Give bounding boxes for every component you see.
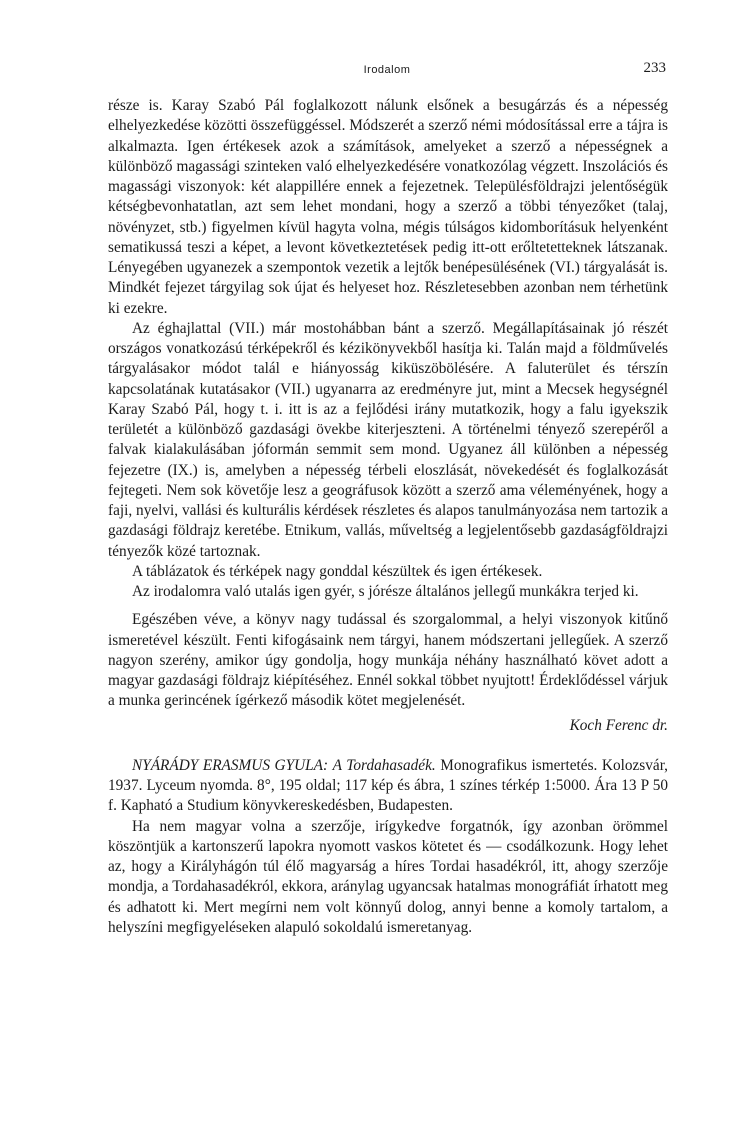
page-number: 233 <box>643 60 666 76</box>
review2-bibliography: Monografikus ismertetés. Kolozsvár, 1937. Lyceum nyomda. 8°, 195 oldal; 117 kép és ábra, 1 színes térkép 1:5000. Ára 13 P 50 f. Kapható a Studium könyvkereskedésben, Budapesten. <box>108 756 669 815</box>
review1-paragraph-4: Az irodalomra való utalás igen gyér, s jórésze általános jellegű munkákra terjed ki. <box>132 583 639 600</box>
review2-title: A Tordahasadék. <box>332 756 436 774</box>
review1-signature: Koch Ferenc dr. <box>569 716 668 734</box>
review2-paragraph-1: Ha nem magyar volna a szerzője, irígykedve forgatnók, így azonban örömmel köszöntjük a kartonszerű lapokra nyomott vaskos kötetet és — csodálkozunk. Hogy lehet az, hogy a Királyhágón túl élő magyarság a híres Tordai hasadékról, itt, ahogy szerzője mondja, a Tordahasadékról, ekkora, aránylag ugyancsak hatalmas monográfiát írhatott meg és adhatott ki. Mert megírni nem volt könnyű dolog, annyi benne a komoly tartalom, a helyszíni megfigyeléseken alapuló sokoldalú ismeretanyag. <box>108 817 668 936</box>
review1-paragraph-3: A táblázatok és térképek nagy gonddal készültek és igen értékesek. <box>132 562 543 580</box>
review1-paragraph-1: része is. Karay Szabó Pál foglalkozott nálunk elsőnek a besugárzás és a népesség elhelyezkedése közötti összefüggéssel. Módszerét a szerző némi módosítással erre a tájra is alkalmazta. Igen értékesek azok a számítások, amelyeket a szerző a népességnek a különböző magassági szinteken való elhelyezkedésére vonatkozólag végzett. Inszolációs és magassági viszonyok: két alappillére ennek a fejezetnek. Településföldrajzi jelentőségük kétségbevonhatatlan, azt sem lehet mondani, hogy a szerző a többi tényezőket (talaj, növényzet, stb.) figyelmen kívül hagyta volna, mégis túlságos kidomborításuk helyenként sematikussá teszi a képet, a levont következtetések pedig itt-ott erőltetetteknek látszanak. Lényegében ugyanezek a szempontok vezetik a lejtők benépesülésének (VI.) tárgyalását is. Mindkét fejezet tárgyilag sok újat és helyeset hoz. Részletesebben azonban nem térhetünk ki ezekre. <box>108 97 668 317</box>
running-title: Irodalom <box>363 64 411 76</box>
review1-paragraph-2: Az éghajlattal (VII.) már mostohábban bánt a szerző. Megállapításainak jó részét országos vonatkozású térképekről és kézikönyvekből hasítja ki. Talán majd a földművelés tárgyalásakor módot talál e hiányosság kiküszöbölésére. A faluterület és térszín kapcsolatának kutatásakor (VII.) ugyanarra az eredményre jut, mint a Mecsek hegységnél Karay Szabó Pál, hogy t. i. itt is az a fejlődési irány mutatkozik, hogy a falu igyekszik területét a különböző gazdasági övekbe kiterjeszteni. A történelmi tényező szerepéről a falvak kialakulásában jóformán semmit sem mond. Ugyanez áll különben a népesség fejezetre (IX.) is, amelyben a népesség térbeli eloszlását, növekedését és foglalkozását fejtegeti. Nem sok követője lesz a geográfusok között a szerző ama véleményének, hogy a faji, nyelvi, vallási és kulturális kérdések részletes és alapos tanulmányozása nem tartozik a gazdasági földrajz keretébe. Etnikum, vallás, műveltség a legjelentősebb gazdaságföldrajzi tényezők közé tartoznak. <box>108 319 668 560</box>
review2-heading <box>108 756 668 817</box>
page-body <box>108 96 668 938</box>
review2-author: NYÁRÁDY ERASMUS GYULA: <box>132 756 329 774</box>
review1-paragraph-5: Egészében véve, a könyv nagy tudással és szorgalommal, a helyi viszonyok kitűnő ismeretével készült. Fenti kifogásaink nem tárgyi, hanem módszertani jellegűek. A szerző nagyon szerény, amikor úgy gondolja, hogy munkája néhány használható követ adott a magyar gazdasági földrajz kiépítéséhez. Ennél sokkal többet nyujtott! Érdeklődéssel várjuk a munka gerincének ígérkező második kötet megjelenését. <box>108 611 668 710</box>
running-head <box>108 58 666 80</box>
